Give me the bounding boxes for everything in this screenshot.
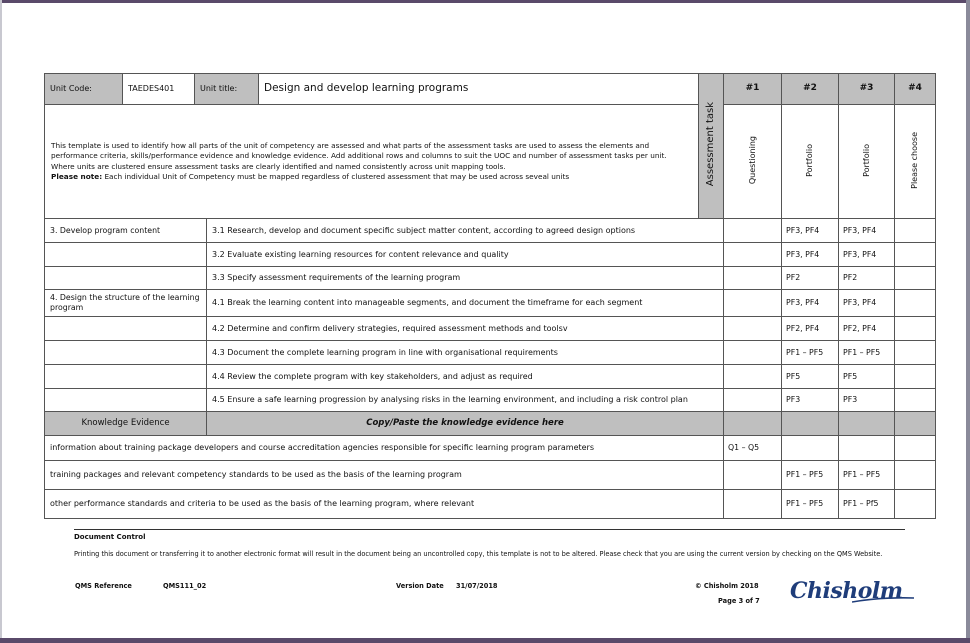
copyright-text: © Chisholm 2018 bbox=[695, 582, 759, 590]
task-1-mapping bbox=[724, 219, 782, 243]
knowledge-row bbox=[45, 436, 936, 461]
task-4-mapping bbox=[895, 365, 936, 389]
task-1-mapping bbox=[724, 389, 782, 412]
element-cell bbox=[45, 243, 207, 267]
performance-row bbox=[45, 317, 936, 341]
version-date-value: 31/07/2018 bbox=[456, 582, 498, 590]
window-right-border bbox=[966, 0, 970, 643]
task-4-mapping bbox=[895, 267, 936, 290]
performance-row bbox=[45, 341, 936, 365]
logo-swoosh-icon bbox=[852, 596, 914, 604]
performance-row bbox=[45, 243, 936, 267]
task-4-mapping bbox=[895, 341, 936, 365]
task-2-mapping: PF3, PF4 bbox=[782, 243, 839, 267]
element-cell: 3. Develop program content bbox=[45, 219, 207, 243]
task-4-mapping bbox=[895, 490, 936, 519]
performance-row bbox=[45, 389, 936, 412]
unit-code-value: TAEDES401 bbox=[123, 74, 195, 105]
task-3-mapping: PF3, PF4 bbox=[839, 219, 895, 243]
task-1-mapping: Q1 – Q5 bbox=[724, 436, 782, 461]
task-4-mapping bbox=[895, 317, 936, 341]
header-row bbox=[45, 74, 936, 105]
task-1-mapping bbox=[724, 267, 782, 290]
performance-row bbox=[45, 365, 936, 389]
task-3-mapping: PF2 bbox=[839, 267, 895, 290]
task-1-mapping bbox=[724, 317, 782, 341]
qms-reference-value: QMS111_02 bbox=[163, 582, 207, 590]
performance-row bbox=[45, 290, 936, 317]
task-2-mapping bbox=[782, 436, 839, 461]
task-4-mapping bbox=[895, 243, 936, 267]
element-cell bbox=[45, 317, 207, 341]
unit-title-value: Design and develop learning programs bbox=[259, 74, 699, 105]
task-3-mapping: PF1 – Pf5 bbox=[839, 490, 895, 519]
task-1-mapping bbox=[724, 365, 782, 389]
knowledge-copy-prompt: Copy/Paste the knowledge evidence here bbox=[207, 412, 724, 436]
knowledge-header-blank bbox=[782, 412, 839, 436]
document-control bbox=[74, 529, 905, 559]
knowledge-evidence-heading: Knowledge Evidence bbox=[45, 412, 207, 436]
task-2-mapping: PF2, PF4 bbox=[782, 317, 839, 341]
document-control-notice: Printing this document or transferring it to another electronic format will result in the document being an uncontrolled copy, this template is not to be altered. Please check that you are using the current version by checking on the QMS Website. bbox=[74, 550, 883, 558]
knowledge-text-cell: training packages and relevant competency standards to be used as the basis of the learning program bbox=[45, 461, 724, 490]
task-number-1: #1 bbox=[724, 74, 782, 105]
task-1-mapping bbox=[724, 290, 782, 317]
unit-code-label: Unit Code: bbox=[45, 74, 123, 105]
knowledge-header-row bbox=[45, 412, 936, 436]
knowledge-row bbox=[45, 461, 936, 490]
criteria-cell: 3.3 Specify assessment requirements of the learning program bbox=[207, 267, 724, 290]
task-2-mapping: PF3, PF4 bbox=[782, 290, 839, 317]
element-cell bbox=[45, 267, 207, 290]
element-cell bbox=[45, 365, 207, 389]
task-type-1: Questioning bbox=[724, 105, 782, 219]
footer-rule bbox=[74, 529, 905, 530]
task-3-mapping bbox=[839, 436, 895, 461]
intro-text: This template is used to identify how all parts of the unit of competency are assessed and what parts of the assessment tasks are used to assess the elements and performance criteria, skills/performance evidence and knowledge evidence. Add additional rows and columns to suit the UOC and number of assessment tasks per unit. Where units are clustered ensure assessment tasks are clearly identified and named consistently across unit mapping tools. Please note: Each individual Unit of Competency must be mapped regardless of clustered assessment that may be used across seveal units bbox=[45, 105, 699, 219]
performance-row bbox=[45, 267, 936, 290]
task-2-mapping: PF1 – PF5 bbox=[782, 341, 839, 365]
task-4-mapping bbox=[895, 290, 936, 317]
task-number-3: #3 bbox=[839, 74, 895, 105]
assessment-task-label: Assessment task bbox=[699, 74, 724, 219]
task-3-mapping: PF1 – PF5 bbox=[839, 341, 895, 365]
task-2-mapping: PF2 bbox=[782, 267, 839, 290]
unit-title-label: Unit title: bbox=[195, 74, 259, 105]
knowledge-header-blank bbox=[839, 412, 895, 436]
version-date-label: Version Date bbox=[396, 582, 444, 590]
task-4-mapping bbox=[895, 219, 936, 243]
page-number: Page 3 of 7 bbox=[718, 597, 760, 605]
qms-reference-label: QMS Reference bbox=[75, 582, 132, 590]
knowledge-header-blank bbox=[724, 412, 782, 436]
element-cell bbox=[45, 341, 207, 365]
task-4-mapping bbox=[895, 461, 936, 490]
knowledge-row bbox=[45, 490, 936, 519]
note-label: Please note: bbox=[51, 171, 103, 181]
task-type-3: Portfolio bbox=[839, 105, 895, 219]
knowledge-text-cell: other performance standards and criteria to be used as the basis of the learning program, where relevant bbox=[45, 490, 724, 519]
task-4-mapping bbox=[895, 436, 936, 461]
task-number-4: #4 bbox=[895, 74, 936, 105]
task-2-mapping: PF1 – PF5 bbox=[782, 490, 839, 519]
criteria-cell: 4.5 Ensure a safe learning progression by analysing risks in the learning environment, and including a risk control plan bbox=[207, 389, 724, 412]
task-1-mapping bbox=[724, 461, 782, 490]
criteria-cell: 4.1 Break the learning content into manageable segments, and document the timeframe for each segment bbox=[207, 290, 724, 317]
task-2-mapping: PF1 – PF5 bbox=[782, 461, 839, 490]
element-cell: 4. Design the structure of the learning program bbox=[45, 290, 207, 317]
task-3-mapping: PF3 bbox=[839, 389, 895, 412]
task-type-4: Please choose bbox=[895, 105, 936, 219]
task-3-mapping: PF2, PF4 bbox=[839, 317, 895, 341]
performance-row bbox=[45, 219, 936, 243]
task-3-mapping: PF5 bbox=[839, 365, 895, 389]
document-control-title: Document Control bbox=[74, 533, 146, 541]
task-3-mapping: PF3, PF4 bbox=[839, 243, 895, 267]
task-2-mapping: PF3, PF4 bbox=[782, 219, 839, 243]
task-3-mapping: PF3, PF4 bbox=[839, 290, 895, 317]
task-4-mapping bbox=[895, 389, 936, 412]
task-2-mapping: PF5 bbox=[782, 365, 839, 389]
mapping-table bbox=[44, 73, 936, 519]
knowledge-text-cell: information about training package developers and course accreditation agencies responsible for specific learning program parameters bbox=[45, 436, 724, 461]
criteria-cell: 4.3 Document the complete learning program in line with organisational requirements bbox=[207, 341, 724, 365]
task-1-mapping bbox=[724, 243, 782, 267]
chisholm-logo: Chisholm bbox=[790, 578, 903, 604]
criteria-cell: 4.2 Determine and confirm delivery strategies, required assessment methods and toolsv bbox=[207, 317, 724, 341]
window-top-border bbox=[0, 0, 970, 3]
knowledge-header-blank bbox=[895, 412, 936, 436]
task-2-mapping: PF3 bbox=[782, 389, 839, 412]
intro-row bbox=[45, 105, 936, 219]
task-number-2: #2 bbox=[782, 74, 839, 105]
task-3-mapping: PF1 – PF5 bbox=[839, 461, 895, 490]
criteria-cell: 3.1 Research, develop and document specific subject matter content, according to agreed design options bbox=[207, 219, 724, 243]
window-left-border bbox=[0, 0, 2, 643]
task-1-mapping bbox=[724, 341, 782, 365]
task-1-mapping bbox=[724, 490, 782, 519]
element-cell bbox=[45, 389, 207, 412]
criteria-cell: 4.4 Review the complete program with key stakeholders, and adjust as required bbox=[207, 365, 724, 389]
task-type-2: Portfolio bbox=[782, 105, 839, 219]
criteria-cell: 3.2 Evaluate existing learning resources for content relevance and quality bbox=[207, 243, 724, 267]
note-text: Each individual Unit of Competency must be mapped regardless of clustered assessment that may be used across seveal units bbox=[102, 171, 570, 181]
window-bottom-border bbox=[0, 638, 970, 643]
